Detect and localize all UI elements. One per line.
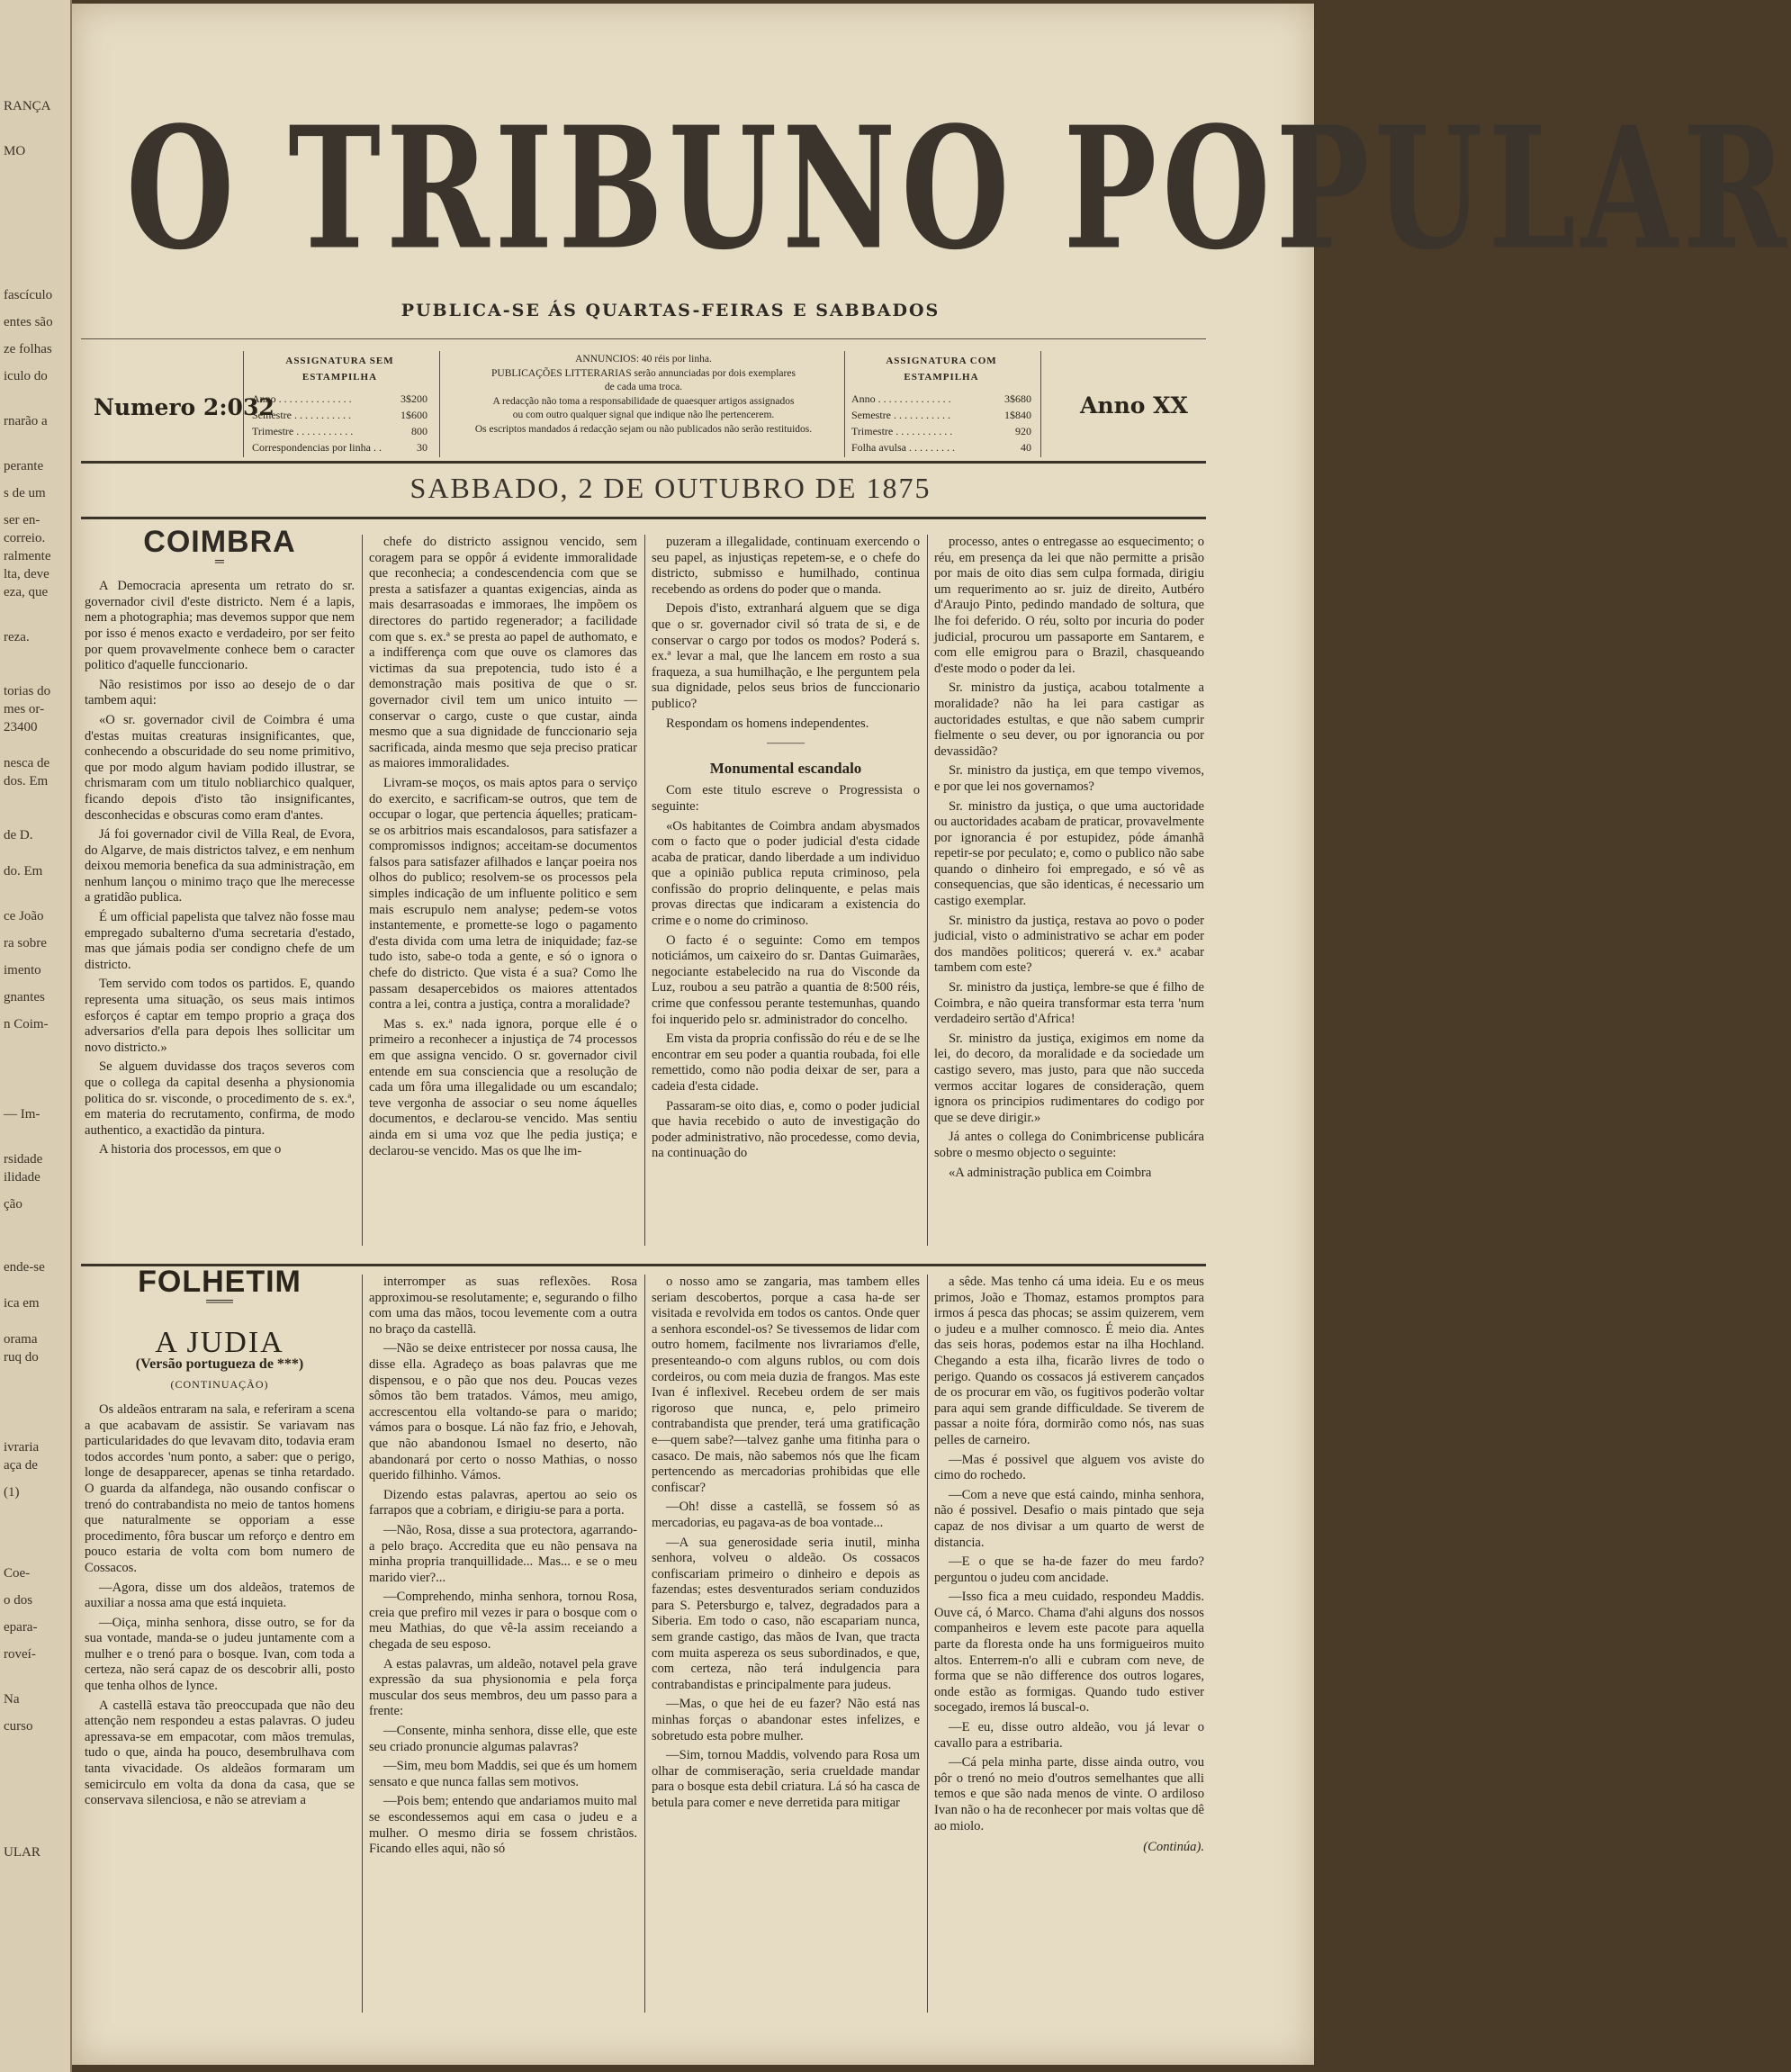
article-paragraph: «Os habitantes de Coimbra andam abysmados com o facto que o poder judicial d'esta cidade acaba de praticar, dando liberdade a um individuo que a opinião publica reputa criminoso, pela confissão do proprio delinquente, e pelas mais provas directas que indicaram a existencia do crime e o nome do criminoso. xyxy=(652,818,920,929)
section-divider: ——— xyxy=(767,736,805,751)
heading-ornament: ═ xyxy=(215,554,224,569)
previous-page-fragment: ivraria xyxy=(4,1440,40,1455)
price-value: 40 xyxy=(1021,441,1031,454)
to-be-continued: (Continúa). xyxy=(1143,1840,1204,1855)
folhetim-column-1 xyxy=(85,1265,355,2013)
column-rule xyxy=(927,1275,928,2013)
article-paragraph: —Isso fica a meu cuidado, respondeu Maddis. Ouve cá, ó Marco. Chama d'ahi alguns dos nossos companheiros e levem este pacote para aquella parte da floresta onde ha uns formigueiros muito altos. Enterrem-n'o alli e cubram com neve, de forma que se não difference dos outros logares, onde estão as formigas. Quando tudo estiver socegado, iremos lá buscal-o. xyxy=(934,1590,1204,1716)
folhetim-heading: FOLHETIM xyxy=(138,1265,302,1299)
article-paragraph: —Pois bem; entendo que andariamos muito mal se escondessemos aqui em casa o judeu e a mulher. O mesmo diria se fossem christãos. Ficando elles aqui, não só xyxy=(369,1794,637,1857)
article-paragraph: processo, antes o entregasse ao esquecimento; o réu, em presença da lei que não permitte a prisão por mais de oito dias sem culpa formada, dirigiu um requerimento ao sr. juiz de direito, Autbéro d'Araujo Pinto, pedindo mandado de soltura, que lhe foi deferido. O réu, solto por incuria do poder judicial, procurou um passaporte em Santarem, e com elle emigrou para o Brazil, chasqueando d'este modo o poder da lei. xyxy=(934,535,1204,676)
announcements-info xyxy=(450,353,837,437)
article-paragraph: puzeram a illegalidade, continuam exercendo o seu papel, as injustiças repetem-se, e o chefe do districto, submisso e humilhado, continua recebendo as ordens do poder que o manda. xyxy=(652,535,920,597)
previous-page-fragment: epara- xyxy=(4,1620,38,1635)
price-label: Semestre . . . . . . . . . . . xyxy=(851,409,950,421)
announcement-line: PUBLICAÇÕES LITTERARIAS serão annunciadas por dois exemplares xyxy=(491,367,796,379)
article-paragraph: Respondam os homens independentes. xyxy=(666,716,869,731)
previous-page-fragment: roveí- xyxy=(4,1647,36,1662)
escandalo-heading: Monumental escandalo xyxy=(709,759,862,777)
article-paragraph: Com este titulo escreve o Progressista o seguinte: xyxy=(652,783,920,814)
previous-page-fragment: ende-se xyxy=(4,1260,45,1275)
price-value: 920 xyxy=(1015,425,1031,437)
article-paragraph: É um official papelista que talvez não fosse mau empregado subalterno d'uma secretaria d'estado, mas que jámais podia ser condigno chefe de um districto. xyxy=(85,910,355,972)
previous-page-fragment: entes são xyxy=(4,315,53,329)
previous-page-fragment: ULAR xyxy=(4,1845,40,1860)
article-paragraph: Não resistimos por isso ao desejo de o dar tambem aqui: xyxy=(85,677,355,708)
subscription-info-row xyxy=(81,346,1206,463)
article-paragraph: o nosso amo se zangaria, mas tambem elles seriam descobertos, porque a casa ha-de ser visitada e revolvida em todos os cantos. Onde quer a senhora escondel-os? Se tivessemos de lidar com outro homem, facilmente nos livrariamos d'elle, presenteando-o com alguns rublos, ou com dois cordeiros, ou com meia duzia de frangos. Mas este Ivan é inflexivel. Recebeu ordem de ser mais rigoroso que nunca, e, pelo primeiro contrabandista que prender, terá uma gratificação e—quem sabe?—talvez ganhe uma fitinha para o casaco. De mais, não sabemos nós que lhe ficam pertencendo as mercadorias prohibidas que elle confiscar? xyxy=(652,1275,920,1495)
previous-page-fragment: de D. xyxy=(4,828,33,842)
date-bottom-rule xyxy=(81,517,1206,519)
price-row xyxy=(252,407,428,423)
article-paragraph: Tem servido com todos os partidos. E, quando representa uma situação, os seus mais intimos esforços é captar em tempo proprio a graça dos adversarios d'ella para depois lhes sollicitar um novo districto.» xyxy=(85,977,355,1055)
newspaper-sheet xyxy=(72,4,1791,2065)
article-paragraph: —Sim, tornou Maddis, volvendo para Rosa um olhar de commiseração, seria crueldade mandar para o bosque esta debil criatura. Lá só ha casca de betula para comer e neve derretida para mitigar xyxy=(652,1748,920,1810)
previous-page-fragment: do. Em xyxy=(4,864,43,878)
article-paragraph: —Cá pela minha parte, disse ainda outro, vou pôr o trenó no meio d'outros semelhantes que alli temos e que são nada menos de vinte. O ardiloso Ivan não o ha de reconhecer por mais voltas que dê ao miolo. xyxy=(934,1755,1204,1833)
price-label: Anno . . . . . . . . . . . . . . xyxy=(252,392,352,405)
previous-page-fragment: ser en- xyxy=(4,513,40,527)
price-label: Trimestre . . . . . . . . . . . xyxy=(851,425,953,437)
header-top-rule xyxy=(81,338,1206,339)
article-paragraph: Já foi governador civil de Villa Real, de Evora, do Algarve, de mais districtos talvez, e em nenhum deixou memoria benefica da sua administração, em nenhum lançou o minimo traço que lhe merecesse a gratidão publica. xyxy=(85,827,355,905)
previous-page-fragment: (1) xyxy=(4,1485,20,1500)
previous-page-fragment: nesca de xyxy=(4,756,50,770)
previous-page-fragment: eza, que xyxy=(4,585,49,599)
article-paragraph: Sr. ministro da justiça, lembre-se que é filho de Coimbra, e não queira transformar esta terra 'num verdadeiro sertão d'Africa! xyxy=(934,980,1204,1027)
article-paragraph: —Comprehendo, minha senhora, tornou Rosa, creia que prefiro mil vezes ir para o bosque com o meu Mathias, do que vê-la assim receiando a chegada de seu esposo. xyxy=(369,1590,637,1653)
previous-page-fragment: Coe- xyxy=(4,1566,31,1581)
previous-page-fragment: RANÇA xyxy=(4,99,51,113)
header-bottom-rule xyxy=(81,461,1206,464)
column-rule xyxy=(927,535,928,1246)
issue-date: SABBADO, 2 DE OUTUBRO DE 1875 xyxy=(410,472,932,504)
article-paragraph: chefe do districto assignou vencido, sem coragem para se oppôr á evidente immoralidade que reconhecia; a condescendencia com que se presta a satisfazer a quantas exigencias, ainda as mais desarrasoadas e immoraes, lhe impõem os directores do partido regenerador; a facilidade com que s. ex.ª se presta ao papel de authomato, e a indifferença com que ouve os clamores das victimas da sua prepotencia, tudo isto é a demonstração mais positiva de que o sr. governador civil tem um unico intuito — conservar o cargo, custe o que custar, ainda mesmo que a sua dignidade de funccionario seja sacrificada, ainda mesmo que seja preciso praticar as maiores immoralidades. xyxy=(369,535,637,771)
previous-page-fragment: correio. xyxy=(4,531,46,545)
price-label: Anno . . . . . . . . . . . . . . xyxy=(851,392,951,405)
previous-page-fragment: ruq do xyxy=(4,1350,39,1365)
coimbra-column-3 xyxy=(652,535,920,1246)
announcement-line: Os escriptos mandados á redacção sejam ou não publicados não serão restituidos. xyxy=(474,423,813,435)
article-paragraph: —A sua generosidade seria inutil, minha senhora, volveu o aldeão. Os cossacos confiscariam primeiro o dinheiro e depois as fazendas; estes desventurados seriam conduzidos para S. Petersburgo e, talvez, degradados para a Siberia. Em todo o caso, não escapariam nunca, sem grande castigo, das mãos de Ivan, que tracta com muita aspereza os seus subordinados, e que, com certeza, não terá indulgencia para contrabandistas e principalmente para judeus. xyxy=(652,1535,920,1692)
article-paragraph: A castellã estava tão preoccupada que não deu attenção nem respondeu a estas palavras. O judeu apressava-se em empacotar, com mãos tremulas, tudo o que, ainda ha pouco, desembrulhava com tanta vivacidade. Os aldeãos formaram um semicirculo em volta da dona da casa, que se conservava silenciosa, e não se atreviam a xyxy=(85,1698,355,1808)
previous-page-fragment: iculo do xyxy=(4,369,48,383)
price-label: Semestre . . . . . . . . . . . xyxy=(252,409,351,421)
article-paragraph: —Oh! disse a castellã, se fossem só as mercadorias, eu pagava-as de boa vontade... xyxy=(652,1500,920,1530)
issue-number: Numero 2:032 xyxy=(94,394,274,420)
price-label: Correspondencias por linha . . xyxy=(252,441,382,454)
previous-page-fragment: — Im- xyxy=(4,1107,40,1122)
previous-page-fragment: dos. Em xyxy=(4,774,49,788)
announcement-line: ANNUNCIOS: 40 réis por linha. xyxy=(575,354,712,365)
article-paragraph: «O sr. governador civil de Coimbra é uma d'estas muitas creaturas insignificantes, que, conhecendo a obscuridade do seu nome primitivo, que por modo algum haviam podido illustrar, se chrismaram com um titulo nobliarchico qualquer, ficando depois d'isto tão insignificantes, desconhecidas e obscuras como eram d'antes. xyxy=(85,712,355,823)
article-paragraph: Sr. ministro da justiça, restava ao povo o poder judicial, visto o administrativo se achar em poder dos mandões politicos; quererá v. ex.ª acabar tambem com este? xyxy=(934,913,1204,976)
article-paragraph: Sr. ministro da justiça, exigimos em nome da lei, do decoro, da moralidade e da sociedade um castigo severo, mas justo, para que não succeda vermos accitar logares de consideração, quem ignora os principios rudimentares do codigo por que se deve dirigir.» xyxy=(934,1031,1204,1125)
previous-page-fragment: orama xyxy=(4,1332,38,1347)
announcement-line: ou com outro qualquer signal que indique não lhe pertencerem. xyxy=(512,410,775,420)
article-paragraph: Dizendo estas palavras, apertou ao seio os farrapos que a cobriam, e dirigiu-se para a porta. xyxy=(369,1487,637,1518)
article-paragraph: Livram-se moços, os mais aptos para o serviço do exercito, e sacrificam-se outros, que tem de occupar o logar, que pertencia áquelles; praticam-se os arbitrios mais escandalosos, para satisfazer a compromissos indignos; acceitam-se documentos falsos para satisfazer afilhados e lançar poeira nos olhos do publico; resolvem-se os processos pela simples indicação de um influente politico e sem mais escrupulo nem analyse; pedem-se votos instantemente, e promette-se logo o pagamento d'esta divida com uma letra de iniquidade; faz-se tudo isto, sabe-o toda a gente, e só o ignora o chefe do districto. Que vista é a sua? Como lhe passam desapercebidos os maiores attentados contra a lei, contra a justiça, contra a moralidade? xyxy=(369,775,637,1013)
coimbra-heading: COIMBRA xyxy=(143,525,296,559)
coimbra-column-2 xyxy=(369,535,637,1246)
coimbra-column-4 xyxy=(934,535,1204,1246)
story-version: (Versão portugueza de ***) xyxy=(135,1356,304,1372)
info-divider xyxy=(243,351,244,457)
article-paragraph: Passaram-se oito dias, e, como o poder judicial que havia recebido o auto de investigação do poder administrativo, não procedesse, como devia, na continuação do xyxy=(652,1098,920,1161)
previous-page-fragment: rnarão a xyxy=(4,414,48,428)
price-row xyxy=(252,391,428,407)
subscription-no-stamp-title: ASSIGNATURA SEM ESTAMPILHA xyxy=(285,356,394,383)
article-paragraph: interromper as suas reflexões. Rosa approximou-se resolutamente; e, segurando o filho com uma das mãos, tocou levemente com a outra no braço da castellã. xyxy=(369,1275,637,1337)
article-paragraph: Sr. ministro da justiça, o que uma auctoridade ou auctoridades acabam de praticar, provavelmente por ignorancia é por estupidez, póde ámanhã repetir-se por peculato; e, como o publico não sabe quando o dinheiro foi empregado, e só vê as consequencias, que são identicas, é necessario um castigo exemplar. xyxy=(934,798,1204,909)
previous-page-fragment: ção xyxy=(4,1197,22,1212)
coimbra-column-1 xyxy=(85,525,355,1246)
article-paragraph: Mas s. ex.ª nada ignora, porque elle é o primeiro a reconhecer a injustiça de 74 processos em que assigna vencido. O sr. governador civil entende em sua consciencia que a resolução de cada um fôra uma illegalidade ou um escandalo; teve vergonha de associar o seu nome áquelles documentos, e declarou-se vencido. Mas sentiu ainda em si uma voz que lhe pedia justiça; e declarou-se vencido. Mas os que lhe im- xyxy=(369,1016,637,1158)
column-rule xyxy=(644,1275,645,2013)
previous-page-fragment: Na xyxy=(4,1692,20,1707)
price-label: Folha avulsa . . . . . . . . . xyxy=(851,441,955,454)
info-divider xyxy=(439,351,440,457)
previous-page-fragment: MO xyxy=(4,144,26,158)
info-divider xyxy=(844,351,845,457)
article-paragraph: Os aldeãos entraram na sala, e referiram a scena a que acabavam de assistir. Se variavam nas particularidades do que levavam dito, todavia eram todos accordes 'num ponto, a saber: que o perigo, longe de desapparecer, apenas se tinha retardado. O guarda da alfandega, não ousando confiscar o trenó do contrabandista no meio de tantos homens que naturalmente se opporiam a esse procedimento, fôra buscar um reforço e dentro em pouco estaria de volta com bom numero de Cossacos. xyxy=(85,1401,355,1575)
article-paragraph: —Oiça, minha senhora, disse outro, se for da sua vontade, manda-se o judeu juntamente com a mulher e o trenó para o bosque. Ivan, com toda a certeza, não será capaz de os descobrir alli, posto que tenha olhos de lynce. xyxy=(85,1615,355,1694)
info-divider xyxy=(1040,351,1041,457)
previous-page-fragment: torias do xyxy=(4,684,51,698)
article-paragraph: —Mas, o que hei de eu fazer? Não está nas minhas forças o abandonar estes infelizes, e sobretudo esta pobre mulher. xyxy=(652,1697,920,1743)
previous-page-fragment: mes or- xyxy=(4,702,45,716)
article-paragraph: —Não se deixe entristecer por nossa causa, lhe disse ella. Agradeço as boas palavras que me dispensou, e o pão que nos deu. Poucas vezes sômos tão bem tratados. Vámos, meu amigo, accrescentou ella voltando-se para o marido; vámos para o bosque. Lá não faz frio, e Jehovah, que não abandonou Ismael no deserto, não abandonará por certo o nosso Mathias, o nosso querido filhinho. Vámos. xyxy=(369,1341,637,1483)
price-value: 1$840 xyxy=(1004,409,1031,421)
previous-page-fragment: ce João xyxy=(4,909,44,923)
article-paragraph: —Mas é possivel que alguem vos aviste do cimo do rochedo. xyxy=(934,1452,1204,1483)
column-rule xyxy=(362,1275,363,2013)
article-paragraph: O facto é o seguinte: Como em tempos noticiámos, um caixeiro do sr. Dantas Guimarães, negociante estabelecido na rua do Visconde da Luz, roubou a seu patrão a quantia de 8:500 réis, crime que confessou perante testemunhas, quando foi inquerido pelo sr. administrador do concelho. xyxy=(652,932,920,1027)
article-paragraph: A Democracia apresenta um retrato do sr. governador civil d'este districto. Nem é a lapis, nem a photographia; mas devemos suppor que nem por isso é menos exacto e verdadeiro, por ser feito por quem provavelmente conhece bem o caracter politico d'aquelle funccionario. xyxy=(85,579,355,673)
previous-page-fragment: perante xyxy=(4,459,44,473)
column-rule xyxy=(362,535,363,1246)
previous-page-fragment: ralmente xyxy=(4,549,51,563)
article-paragraph: —Não, Rosa, disse a sua protectora, agarrando-a pelo braço. Accredita que eu não pensava na minha propria tranquillidade... Mas... e se o meu marido vier?... xyxy=(369,1522,637,1585)
price-row xyxy=(252,423,428,439)
price-value: 3$680 xyxy=(1004,392,1031,405)
previous-page-fragment: s de um xyxy=(4,486,46,500)
article-paragraph: —Agora, disse um dos aldeãos, tratemos de auxiliar a nossa ama que está inquieta. xyxy=(85,1580,355,1611)
article-paragraph: Sr. ministro da justiça, acabou totalmente a moralidade? não ha lei para castigar as auctoridades estultas, e que não sabem cumprir fielmente o seu dever, ou por ignorancia ou por devassidão? xyxy=(934,680,1204,759)
previous-page-fragment: 23400 xyxy=(4,720,38,734)
folhetim-column-3 xyxy=(652,1275,920,2013)
price-row xyxy=(851,423,1031,439)
previous-page-fragment: ra sobre xyxy=(4,936,47,950)
subscription-no-stamp xyxy=(252,353,428,455)
masthead-subtitle: PUBLICA-SE ÁS QUARTAS-FEIRAS E SABBADOS xyxy=(400,301,940,320)
article-paragraph: A estas palavras, um aldeão, notavel pela grave expressão da sua physionomia e pela força muscular dos seus membros, deu um passo para a frente: xyxy=(369,1656,637,1719)
article-paragraph: a sêde. Mas tenho cá uma ideia. Eu e os meus primos, João e Thomaz, estamos promptos para irmos á pesca das phocas; se assim quizerem, vem o judeu e a mulher comnosco. É meio dia. Antes das seis horas, podemos estar na ilha Hochland. Chegando a esta ilha, ficarão livres de todo o perigo. Quando os cossacos já estiverem cançados de os procurar em vão, os fugitivos poderão voltar para aqui sem grande difficuldade. Se tiverem de passar a noite fóra, dormirão como nós, nas suas pelles de carneiro. xyxy=(934,1275,1204,1447)
article-paragraph: —E o que se ha-de fazer do meu fardo? perguntou o judeu com ancidade. xyxy=(934,1554,1204,1585)
article-paragraph: Já antes o collega do Conimbricense publicára sobre o mesmo objecto o seguinte: xyxy=(934,1130,1204,1160)
previous-page-fragment: imento xyxy=(4,963,41,977)
price-value: 3$200 xyxy=(400,392,428,405)
article-paragraph: Em vista da propria confissão do réu e de se lhe encontrar em seu poder a quantia roubada, foi elle remettido, como não podia deixar de ser, para a cadeia d'esta cidade. xyxy=(652,1031,920,1094)
article-paragraph: —Com a neve que está caindo, minha senhora, não é possivel. Desafio o mais pintado que seja capaz de nos divisar a um quarto de werst de distancia. xyxy=(934,1487,1204,1550)
heading-ornament: ═══ xyxy=(206,1294,233,1309)
previous-page-fragment: rsidade xyxy=(4,1152,43,1167)
previous-page-fragment: ilidade xyxy=(4,1170,40,1185)
column-rule xyxy=(644,535,645,1246)
previous-page-fragment: o dos xyxy=(4,1593,33,1608)
article-paragraph: A historia dos processos, em que o xyxy=(99,1142,282,1158)
article-paragraph: «A administração publica em Coimbra xyxy=(949,1165,1152,1180)
previous-page-fragment: ica em xyxy=(4,1296,40,1311)
price-label: Trimestre . . . . . . . . . . . xyxy=(252,425,354,437)
price-row xyxy=(851,391,1031,407)
previous-page-fragment: lta, deve xyxy=(4,567,50,581)
previous-page-fragment: curso xyxy=(4,1719,33,1734)
subscription-with-stamp-title: ASSIGNATURA COM ESTAMPILHA xyxy=(886,356,997,383)
article-paragraph: —Sim, meu bom Maddis, sei que és um homem sensato e que nunca fallas sem motivos. xyxy=(369,1759,637,1789)
price-value: 30 xyxy=(417,441,428,454)
previous-page-fragment: aça de xyxy=(4,1458,38,1473)
article-paragraph: Depois d'isto, extranhará alguem que se diga que o sr. governador civil só trata de si, e de conservar o cargo por todos os modos? Poderá s. ex.ª levar a mal, que lhe lancem em rosto a sua fraqueza, a sua humilhação, e lhe perguntem pela sua dignidade, pelos seus brios de funccionario publico? xyxy=(652,601,920,711)
article-paragraph: Sr. ministro da justiça, em que tempo vivemos, e por que lei nos governamos? xyxy=(934,763,1204,794)
price-value: 1$600 xyxy=(400,409,428,421)
price-row xyxy=(252,439,428,455)
previous-page-edge xyxy=(0,0,72,2072)
story-continuation: (CONTINUAÇÃO) xyxy=(170,1378,269,1392)
masthead-title: O TRIBUNO POPULAR xyxy=(126,89,1791,288)
previous-page-fragment: reza. xyxy=(4,630,30,644)
folhetim-column-4 xyxy=(934,1275,1204,2013)
subscription-with-stamp xyxy=(851,353,1031,455)
price-value: 800 xyxy=(411,425,428,437)
article-paragraph: —E eu, disse outro aldeão, vou já levar o cavallo para a estribaria. xyxy=(934,1720,1204,1751)
previous-page-fragment: fascículo xyxy=(4,288,53,302)
volume-year: Anno XX xyxy=(1080,392,1188,419)
story-title: A JUDIA xyxy=(155,1326,284,1360)
article-paragraph: Se alguem duvidasse dos traços severos com que o collega da capital desenha a physionomia politica do sr. visconde, o procedimento de s. ex.ª, em materia do recrutamento, confirma, de modo authentico, a exactidão da pintura. xyxy=(85,1059,355,1138)
price-row xyxy=(851,439,1031,455)
folhetim-column-2 xyxy=(369,1275,637,2013)
previous-page-fragment: n Coim- xyxy=(4,1017,49,1031)
announcement-line: A redacção não toma a responsabilidade de quaesquer artigos assignados xyxy=(492,395,795,407)
price-row xyxy=(851,407,1031,423)
previous-page-fragment: ze folhas xyxy=(4,342,52,356)
previous-page-fragment: gnantes xyxy=(4,990,45,1004)
announcement-line: de cada uma troca. xyxy=(604,382,683,392)
article-paragraph: —Consente, minha senhora, disse elle, que este seu criado pronuncie algumas palavras? xyxy=(369,1724,637,1754)
